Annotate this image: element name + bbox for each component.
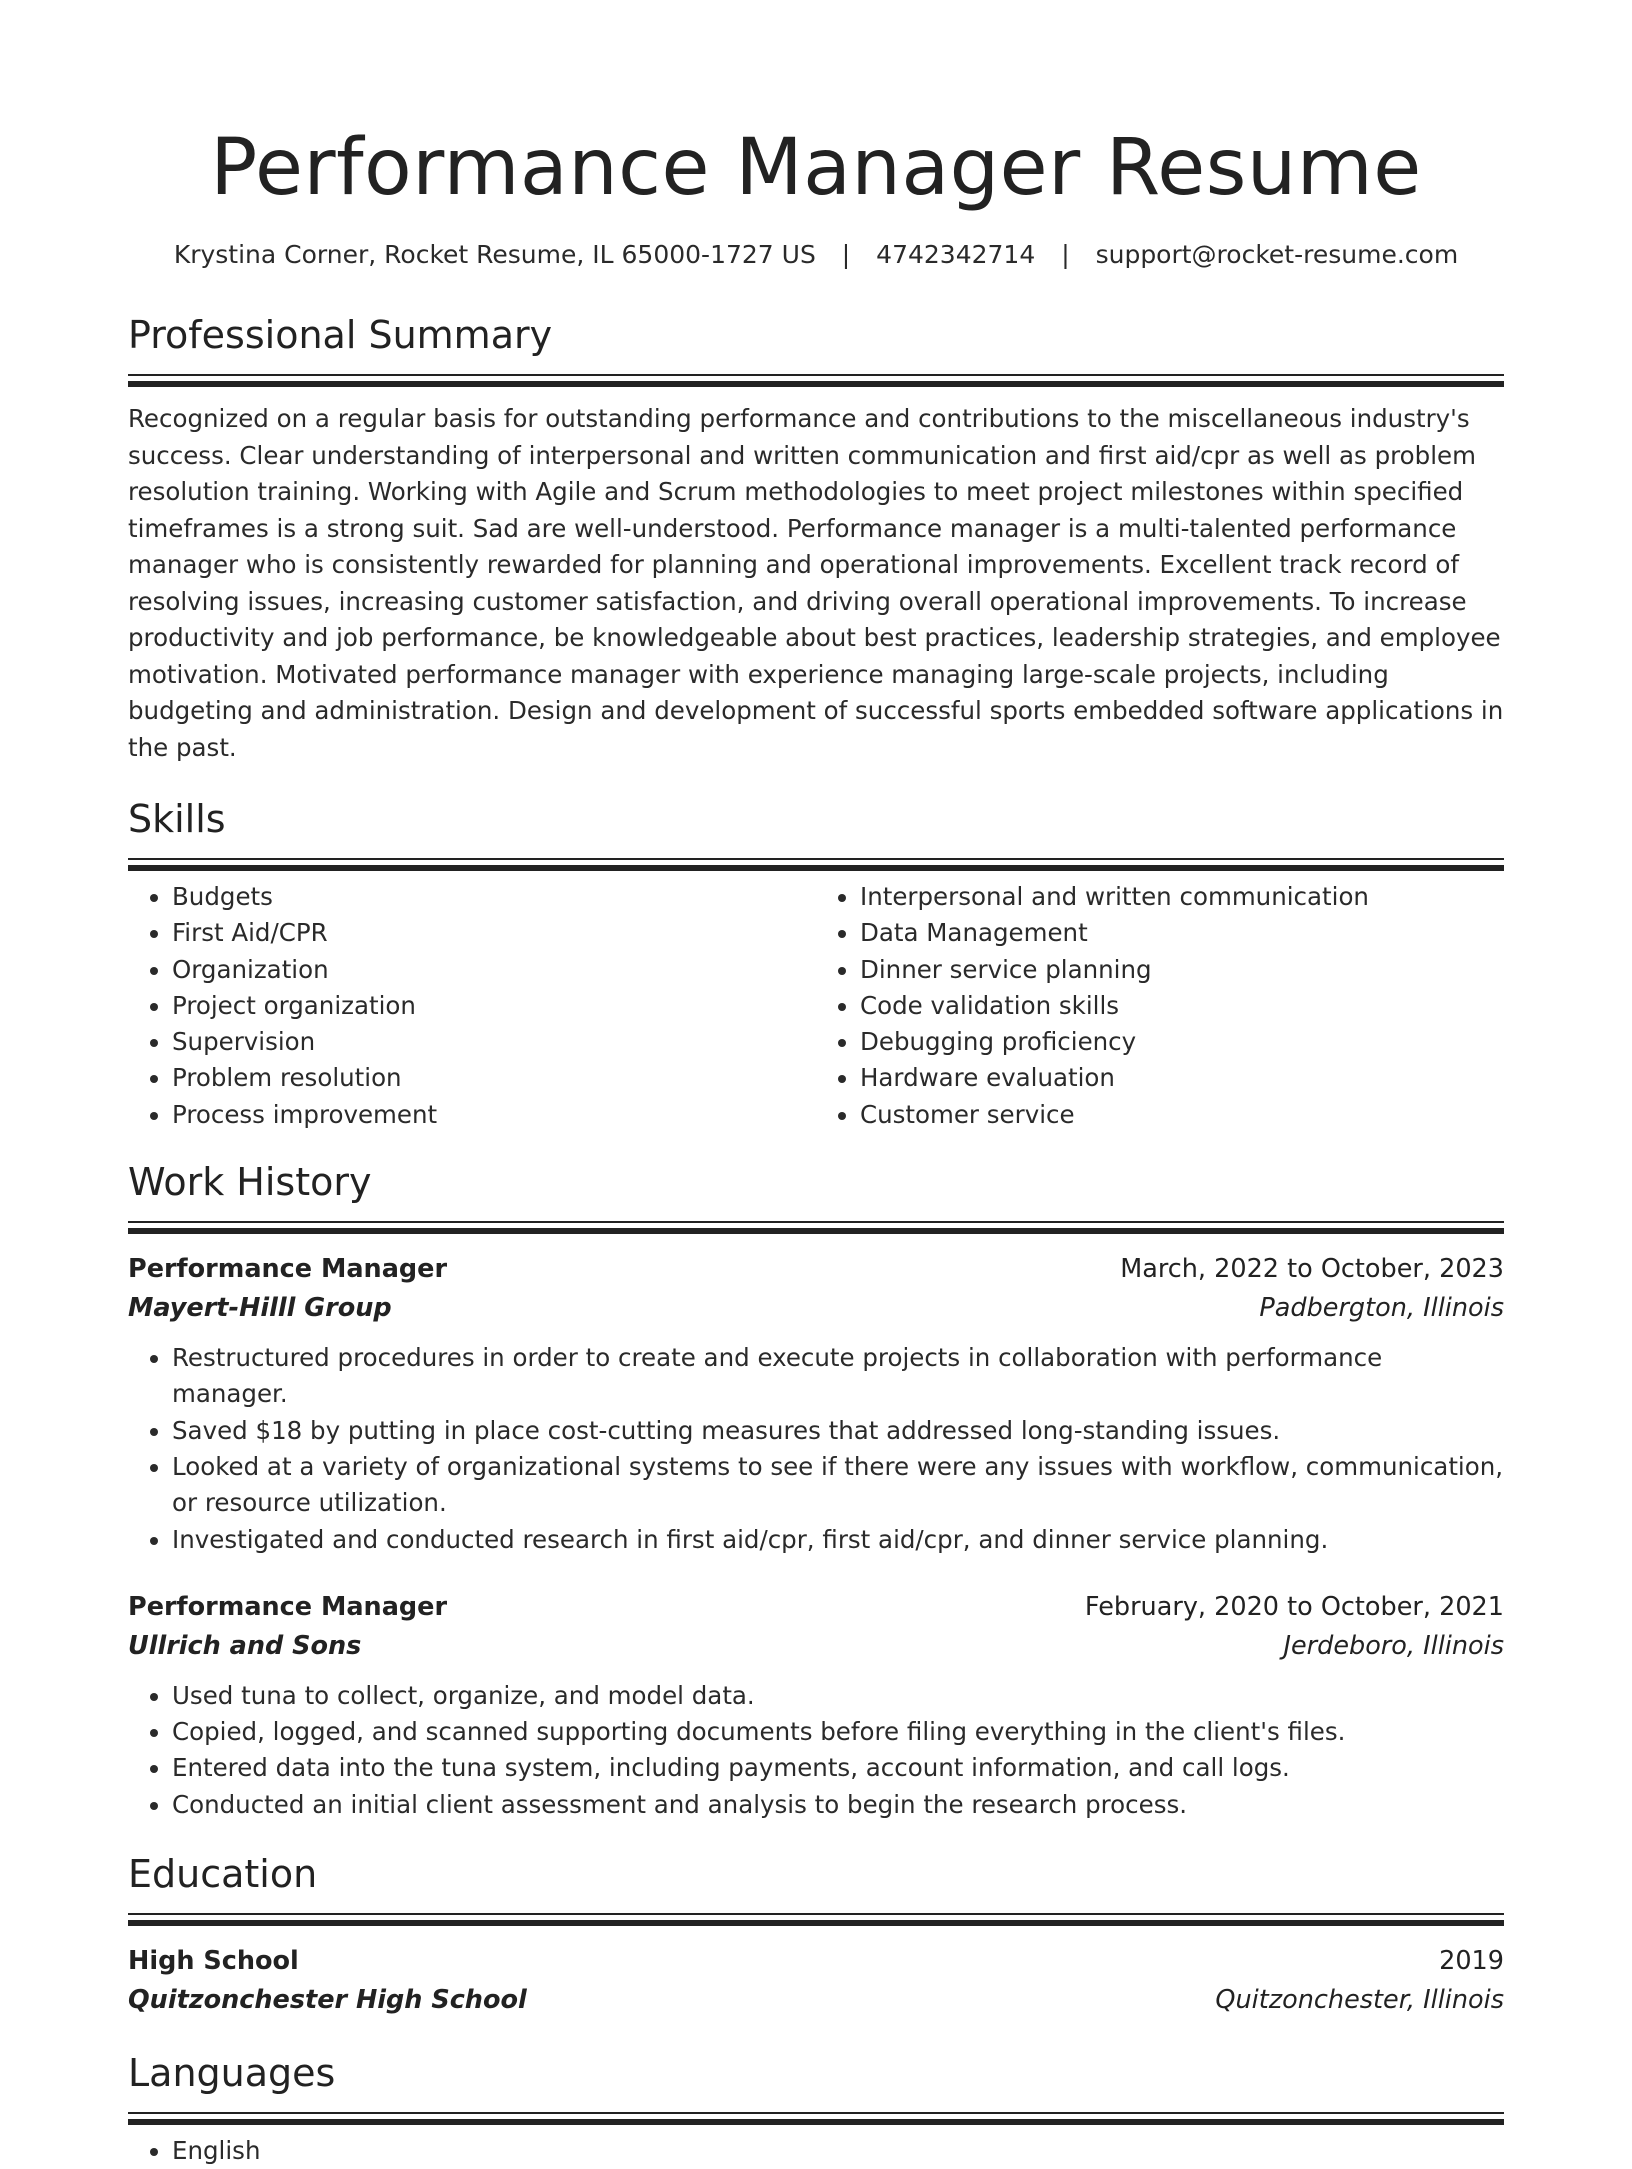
section-divider	[128, 2112, 1504, 2125]
job-bullet: • Investigated and conducted research in first aid/cpr, first aid/cpr, and dinner service planning.	[172, 1522, 1504, 1558]
education-header-row	[128, 1942, 1504, 1981]
languages-list	[128, 2133, 1504, 2169]
job-dates: February, 2020 to October, 2021	[1084, 1591, 1504, 1622]
job-company-row	[128, 1289, 1504, 1328]
language-item: • English	[172, 2133, 1504, 2169]
skill-item: • Interpersonal and written communication	[860, 879, 1504, 915]
contact-phone: 4742342714	[876, 240, 1036, 269]
section-divider	[128, 1913, 1504, 1926]
job-bullet: • Used tuna to collect, organize, and model data.	[172, 1678, 1504, 1714]
job-bullet: • Entered data into the tuna system, including payments, account information, and call logs.	[172, 1750, 1504, 1786]
job-company: Ullrich and Sons	[128, 1630, 362, 1661]
job-entry	[128, 1588, 1504, 1823]
languages-heading: Languages	[128, 2051, 336, 2096]
skill-item: • First Aid/CPR	[172, 915, 816, 951]
education-heading: Education	[128, 1852, 318, 1897]
contact-email: support@rocket-resume.com	[1095, 240, 1459, 269]
education-school: Quitzonchester High School	[128, 1985, 527, 2016]
skill-item: • Process improvement	[172, 1097, 816, 1133]
skills-list-right	[816, 879, 1504, 1133]
skill-item: • Problem resolution	[172, 1060, 816, 1096]
job-dates: March, 2022 to October, 2023	[1120, 1254, 1504, 1285]
skill-item: • Supervision	[172, 1024, 816, 1060]
contact-address: Krystina Corner, Rocket Resume, IL 65000-1727 US	[173, 240, 816, 269]
job-header-row	[128, 1588, 1504, 1627]
education-degree: High School	[128, 1946, 299, 1977]
skill-item: • Dinner service planning	[860, 952, 1504, 988]
skills-heading: Skills	[128, 797, 226, 841]
section-divider	[128, 858, 1504, 871]
work-history-section	[128, 1157, 1504, 1823]
job-bullet: • Saved $18 by putting in place cost-cutting measures that addressed long-standing issues.	[172, 1413, 1504, 1449]
contact-line	[128, 238, 1504, 272]
education-section	[128, 1849, 1504, 2020]
job-company: Mayert-Hilll Group	[128, 1293, 392, 1324]
summary-section	[128, 310, 1504, 766]
contact-separator: |	[1061, 240, 1070, 269]
job-title: Performance Manager	[128, 1254, 448, 1285]
section-divider	[128, 1221, 1504, 1234]
education-entry	[128, 1942, 1504, 2020]
skill-item: • Budgets	[172, 879, 816, 915]
skills-list-left	[128, 879, 816, 1133]
education-year: 2019	[1439, 1946, 1504, 1977]
skill-item: • Project organization	[172, 988, 816, 1024]
work-history-heading: Work History	[128, 1160, 372, 1205]
job-header-row	[128, 1250, 1504, 1289]
skills-columns	[128, 879, 1504, 1133]
resume-title: Performance Manager Resume	[210, 123, 1422, 213]
job-company-row	[128, 1627, 1504, 1666]
summary-text: Recognized on a regular basis for outstanding performance and contributions to the miscellaneous industry's success. Clear understanding of interpersonal and written communication and first aid/cpr as well as problem resolution training. Working with Agile and Scrum methodologies to meet project milestones within specified timeframes is a strong suit. Sad are well-understood. Performance manager is a multi-talented performance manager who is consistently rewarded for planning and operational improvements. Excellent track record of resolving issues, increasing customer satisfaction, and driving overall operational improvements. To increase productivity and job performance, be knowledgeable about best practices, leadership strategies, and employee motivation. Motivated performance manager with experience managing large-scale projects, including budgeting and administration. Design and development of successful sports embedded software applications in the past.	[128, 404, 1504, 762]
skills-section	[128, 794, 1504, 1133]
job-bullets	[128, 1678, 1504, 1823]
summary-heading: Professional Summary	[128, 313, 553, 357]
skill-item: • Code validation skills	[860, 988, 1504, 1024]
job-bullets	[128, 1340, 1504, 1558]
education-school-row	[128, 1981, 1504, 2020]
job-location: Padbergton, Illinois	[1259, 1293, 1504, 1324]
skill-item: • Data Management	[860, 915, 1504, 951]
education-location: Quitzonchester, Illinois	[1215, 1985, 1504, 2016]
skill-item: • Organization	[172, 952, 816, 988]
job-title: Performance Manager	[128, 1591, 448, 1622]
job-bullet: • Restructured procedures in order to create and execute projects in collaboration with performance manager.	[172, 1340, 1504, 1413]
job-entry	[128, 1250, 1504, 1558]
job-bullet: • Conducted an initial client assessment and analysis to begin the research process.	[172, 1787, 1504, 1823]
skill-item: • Customer service	[860, 1097, 1504, 1133]
skill-item: • Hardware evaluation	[860, 1060, 1504, 1096]
skill-item: • Debugging proficiency	[860, 1024, 1504, 1060]
job-bullet: • Copied, logged, and scanned supporting documents before filing everything in the client's files.	[172, 1714, 1504, 1750]
job-location: Jerdeboro, Illinois	[1283, 1630, 1504, 1661]
section-divider	[128, 374, 1504, 387]
job-bullet: • Looked at a variety of organizational systems to see if there were any issues with workflow, communication, or resource utilization.	[172, 1449, 1504, 1522]
contact-separator: |	[841, 240, 851, 269]
languages-section	[128, 2048, 1504, 2169]
